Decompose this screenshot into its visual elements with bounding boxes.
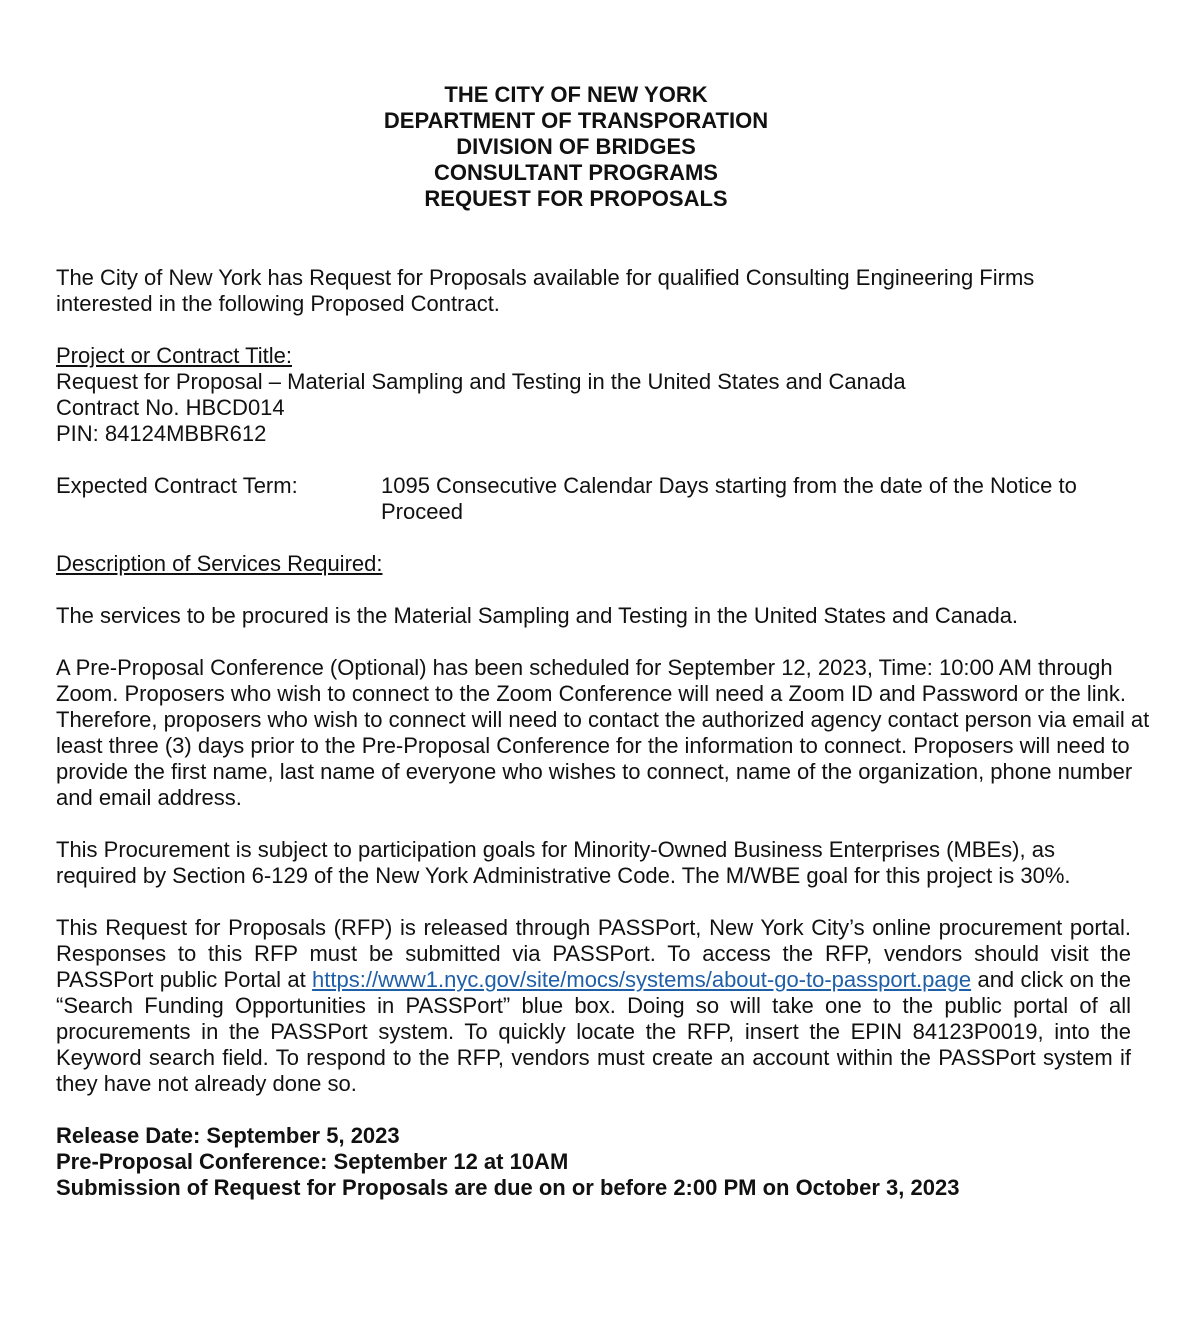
- project-title: Request for Proposal – Material Sampling and Testing in the United States and Canada: [56, 369, 906, 394]
- header-programs: CONSULTANT PROGRAMS: [434, 160, 718, 185]
- header-rfp: REQUEST FOR PROPOSALS: [424, 186, 728, 211]
- conference-date: Pre-Proposal Conference: September 12 at 10AM: [56, 1149, 569, 1174]
- contract-term-label: Expected Contract Term:: [56, 473, 298, 498]
- contract-term: [56, 473, 1131, 525]
- contract-number: Contract No. HBCD014: [56, 395, 285, 420]
- mbe-paragraph: This Procurement is subject to participation goals for Minority-Owned Business Enterprises (MBEs), as required by Section 6-129 of the New York Administrative Code. The M/WBE goal for this project is 30%.: [56, 837, 1071, 888]
- contract-term-value: 1095 Consecutive Calendar Days starting from the date of the Notice to Proceed: [381, 473, 1077, 524]
- rfp-text-before-link: This Request for Proposals (RFP) is released through PASSPort, New York City’s online procurement portal. Responses to this RFP must be submitted via PASSPort. To access the RFP, vendors should visit the PASSPort public Portal at: [56, 915, 1131, 992]
- header-department: DEPARTMENT OF TRANSPORATION: [383, 108, 769, 133]
- key-dates: [56, 1123, 1160, 1201]
- rfp-text-after-link: and click on the “Search Funding Opportunities in PASSPort” blue box. Doing so will take one to the public portal of all procurements in the PASSPort system. To quickly locate the RFP, insert the EPIN 84123P0019, into the Keyword search field. To respond to the RFP, vendors must create an account within the PASSPort system if they have not already done so.: [56, 967, 1131, 1096]
- submission-deadline: Submission of Request for Proposals are due on or before 2:00 PM on October 3, 2023: [56, 1175, 960, 1200]
- project-section: [56, 343, 1160, 447]
- passport-portal-link[interactable]: https://www1.nyc.gov/site/mocs/systems/about-go-to-passport.page: [312, 967, 972, 992]
- release-date: Release Date: September 5, 2023: [56, 1123, 400, 1148]
- rfp-paragraph: [56, 915, 1131, 1097]
- project-heading: Project or Contract Title:: [56, 343, 292, 368]
- intro-paragraph: The City of New York has Request for Proposals available for qualified Consulting Engineering Firms interested in the following Proposed Contract.: [56, 265, 1035, 316]
- pin-number: PIN: 84124MBBR612: [56, 421, 267, 446]
- header-division: DIVISION OF BRIDGES: [456, 134, 696, 159]
- conference-paragraph: A Pre-Proposal Conference (Optional) has been scheduled for September 12, 2023, Time: 10:00 AM through Zoom. Proposers who wish to connect to the Zoom Conference will need a Zoom ID and Password or the link. Therefore, proposers who wish to connect will need to contact the authorized agency contact person via email at least three (3) days prior to the Pre-Proposal Conference for the information to connect. Proposers will need to provide the first name, last name of everyone who wishes to connect, name of the organization, phone number and email address.: [56, 655, 1150, 810]
- document-header: [56, 82, 1160, 212]
- header-city: THE CITY OF NEW YORK: [444, 82, 708, 107]
- services-paragraph: The services to be procured is the Material Sampling and Testing in the United States and Canada.: [56, 603, 1019, 628]
- description-heading: Description of Services Required:: [56, 551, 383, 576]
